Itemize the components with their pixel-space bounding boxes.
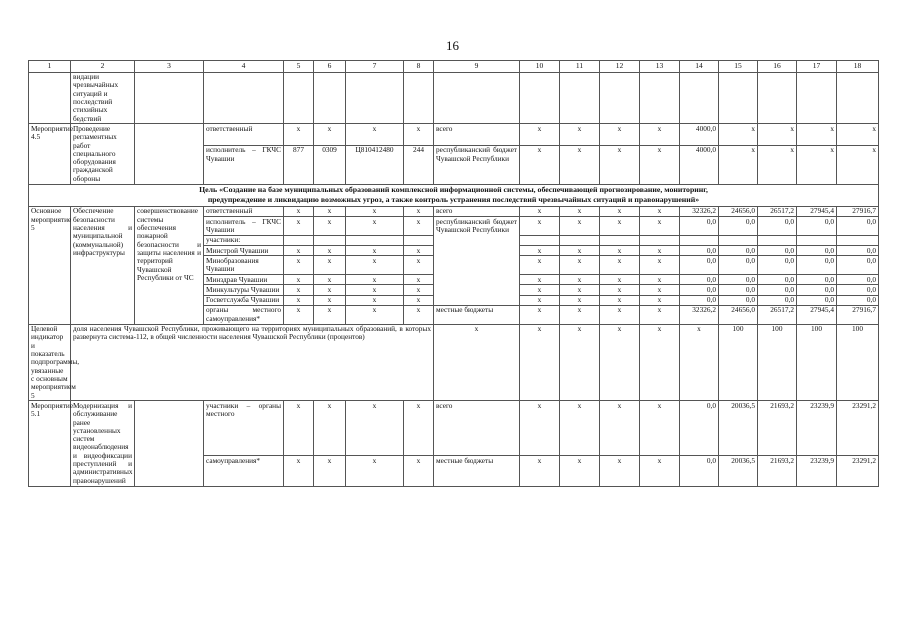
column-number-16: 16 [758, 61, 797, 73]
executor-cell: исполнитель – ГКЧС Чувашии [204, 145, 284, 184]
column-number-10: 10 [520, 61, 560, 73]
value-cell: x [520, 285, 560, 295]
source-cell: всего [434, 124, 520, 145]
measure-label: Мероприятие 5.1 [29, 401, 71, 486]
code-cell: x [284, 305, 314, 324]
program-table [28, 60, 879, 487]
main-measure-purpose: совершенствование системы обеспечения пожарной безопасности и защиты населения и территорий Чувашской Республики от ЧС [135, 206, 204, 324]
value-cell: x [758, 124, 797, 145]
empty-cell [204, 72, 284, 124]
value-cell: 4000,0 [680, 124, 719, 145]
measure-purpose [135, 401, 204, 486]
value-cell: 26517,2 [758, 206, 797, 216]
code-cell: x [404, 246, 434, 256]
column-number-6: 6 [314, 61, 346, 73]
goal-line-2: предупреждение и ликвидацию возможных угроз, а также контроль устранения последствий чрезвычайных ситуаций и правонарушений» [207, 195, 700, 205]
measure-name: Модернизация и обслуживание ранее установленных систем видеонаблюдения и видеофиксации преступлений и административных правонарушений [71, 401, 135, 486]
value-cell [758, 235, 797, 245]
value-cell: 0,0 [837, 217, 879, 236]
code-cell: x [314, 256, 346, 275]
value-cell: x [640, 401, 680, 456]
indicator-value: 100 [837, 324, 879, 401]
value-cell: 0,0 [680, 217, 719, 236]
column-number-13: 13 [640, 61, 680, 73]
code-cell: x [404, 275, 434, 285]
executor-cell: исполнитель – ГКЧС Чувашии [204, 217, 284, 236]
code-cell: 0309 [314, 145, 346, 184]
value-cell: x [640, 305, 680, 324]
value-cell: 0,0 [680, 256, 719, 275]
executor-cell: Минздрав Чувашии [204, 275, 284, 285]
value-cell: 0,0 [719, 275, 758, 285]
value-cell [600, 235, 640, 245]
value-cell: x [837, 145, 879, 184]
value-cell: x [600, 285, 640, 295]
value-cell: x [520, 217, 560, 236]
value-cell: 0,0 [837, 295, 879, 305]
value-cell: 0,0 [797, 256, 837, 275]
code-cell [314, 235, 346, 245]
value-cell: 0,0 [719, 246, 758, 256]
executor-cell: Минобразования Чувашии [204, 256, 284, 275]
empty-cell [719, 72, 758, 124]
value-cell [640, 235, 680, 245]
code-cell: x [284, 206, 314, 216]
value-cell: x [560, 401, 600, 456]
value-cell: 0,0 [680, 401, 719, 456]
table-row [29, 61, 879, 73]
source-cell: всего [434, 206, 520, 216]
column-number-9: 9 [434, 61, 520, 73]
value-cell: x [640, 246, 680, 256]
value-cell: x [640, 295, 680, 305]
code-cell: x [346, 124, 404, 145]
empty-cell [680, 72, 719, 124]
value-cell: x [640, 275, 680, 285]
value-cell: x [560, 295, 600, 305]
code-cell: x [314, 305, 346, 324]
goal-heading [29, 184, 879, 206]
value-cell: 27916,7 [837, 305, 879, 324]
code-cell: 877 [284, 145, 314, 184]
value-cell: x [560, 275, 600, 285]
indicator-value: x [600, 324, 640, 401]
empty-cell [837, 72, 879, 124]
value-cell: x [600, 217, 640, 236]
executor-cell: ответственный [204, 124, 284, 145]
column-number-5: 5 [284, 61, 314, 73]
value-cell: 0,0 [719, 217, 758, 236]
value-cell: 4000,0 [680, 145, 719, 184]
value-cell: x [560, 246, 600, 256]
value-cell: 0,0 [837, 285, 879, 295]
value-cell: x [758, 145, 797, 184]
value-cell: x [560, 256, 600, 275]
code-cell: x [346, 401, 404, 456]
column-number-11: 11 [560, 61, 600, 73]
value-cell: x [640, 285, 680, 295]
column-number-14: 14 [680, 61, 719, 73]
code-cell: x [314, 246, 346, 256]
source-cell: всего [434, 401, 520, 456]
code-cell: x [346, 285, 404, 295]
value-cell: x [520, 206, 560, 216]
code-cell: x [284, 217, 314, 236]
value-cell [837, 235, 879, 245]
indicator-value: x [680, 324, 719, 401]
main-measure-name: Обеспечение безопасности населения и муниципальной (коммунальной) инфраструктуры [71, 206, 135, 324]
code-cell: x [346, 246, 404, 256]
indicator-value: x [560, 324, 600, 401]
value-cell: x [560, 145, 600, 184]
value-cell: x [600, 124, 640, 145]
value-cell: x [520, 275, 560, 285]
executor-cell: ответственный [204, 206, 284, 216]
value-cell: 0,0 [797, 217, 837, 236]
value-cell: x [640, 256, 680, 275]
value-cell: x [600, 256, 640, 275]
code-cell: x [404, 401, 434, 456]
value-cell: x [600, 305, 640, 324]
value-cell: x [837, 124, 879, 145]
empty-cell [434, 72, 520, 124]
source-cell: республиканский бюджет Чувашской Республики [434, 145, 520, 184]
value-cell: 0,0 [758, 275, 797, 285]
code-cell: x [314, 401, 346, 456]
indicator-value: x [640, 324, 680, 401]
executor-cell: Госветслужба Чувашии [204, 295, 284, 305]
code-cell: x [314, 217, 346, 236]
value-cell: x [640, 456, 680, 486]
code-cell: x [284, 246, 314, 256]
value-cell: x [600, 145, 640, 184]
value-cell: x [640, 124, 680, 145]
column-number-2: 2 [71, 61, 135, 73]
code-cell: x [404, 295, 434, 305]
empty-cell [758, 72, 797, 124]
empty-cell [29, 72, 71, 124]
empty-cell [314, 72, 346, 124]
code-cell: x [284, 401, 314, 456]
value-cell: 0,0 [758, 295, 797, 305]
value-cell: 0,0 [837, 275, 879, 285]
value-cell: 20036,5 [719, 401, 758, 456]
code-cell: x [346, 217, 404, 236]
code-cell: Ц810412480 [346, 145, 404, 184]
value-cell: 0,0 [680, 285, 719, 295]
code-cell: x [404, 217, 434, 236]
value-cell: 0,0 [837, 256, 879, 275]
value-cell: x [640, 206, 680, 216]
executor-cell: Минстрой Чувашии [204, 246, 284, 256]
value-cell: 0,0 [719, 256, 758, 275]
code-cell: x [346, 305, 404, 324]
column-number-15: 15 [719, 61, 758, 73]
empty-cell [135, 72, 204, 124]
indicator-value: x [520, 324, 560, 401]
value-cell: 24656,0 [719, 206, 758, 216]
empty-cell [600, 72, 640, 124]
value-cell: x [560, 456, 600, 486]
value-cell: 27916,7 [837, 206, 879, 216]
value-cell: 24656,0 [719, 305, 758, 324]
code-cell: x [314, 206, 346, 216]
value-cell: x [520, 456, 560, 486]
indicator-value: 100 [797, 324, 837, 401]
empty-cell [404, 72, 434, 124]
value-cell: 27945,4 [797, 206, 837, 216]
code-cell: x [284, 456, 314, 486]
code-cell: x [314, 275, 346, 285]
source-cell: местные бюджеты [434, 456, 520, 486]
code-cell: x [284, 256, 314, 275]
value-cell: 0,0 [758, 246, 797, 256]
table-row [29, 184, 879, 206]
value-cell: x [797, 124, 837, 145]
value-cell: 32326,2 [680, 206, 719, 216]
value-cell: x [600, 275, 640, 285]
source-cell: республиканский бюджет Чувашской Республики [434, 217, 520, 306]
empty-cell [284, 72, 314, 124]
value-cell: x [560, 285, 600, 295]
value-cell: 0,0 [758, 285, 797, 295]
indicator-cell: x [434, 324, 520, 401]
value-cell: x [520, 295, 560, 305]
code-cell: x [404, 285, 434, 295]
executor-cell: участники – органы местного [204, 401, 284, 456]
value-cell: x [640, 217, 680, 236]
empty-cell [520, 72, 560, 124]
column-number-17: 17 [797, 61, 837, 73]
code-cell [284, 235, 314, 245]
indicator-label: Целевой индикатор и показатель подпрограммы, увязанные с основным мероприятием 5 [29, 324, 71, 401]
column-number-7: 7 [346, 61, 404, 73]
code-cell: x [314, 285, 346, 295]
code-cell: x [314, 124, 346, 145]
code-cell: x [314, 295, 346, 305]
indicator-value: 100 [758, 324, 797, 401]
main-measure-label: Основное мероприятие 5 [29, 206, 71, 324]
value-cell: 0,0 [719, 295, 758, 305]
code-cell [346, 235, 404, 245]
value-cell: x [560, 124, 600, 145]
value-cell [680, 235, 719, 245]
column-number-3: 3 [135, 61, 204, 73]
value-cell: x [520, 256, 560, 275]
value-cell: 0,0 [758, 217, 797, 236]
value-cell: 27945,4 [797, 305, 837, 324]
executor-cell: участники: [204, 235, 284, 245]
empty-cell [346, 72, 404, 124]
value-cell: 0,0 [837, 246, 879, 256]
value-cell: x [719, 124, 758, 145]
table-body [29, 61, 879, 487]
value-cell: 23239,9 [797, 401, 837, 456]
value-cell: 23239,9 [797, 456, 837, 486]
indicator-text: доля населения Чувашской Республики, проживающего на территориях муниципальных образований, в которых развернута система-112, в общей численности населения Чувашской Республики (процентов) [71, 324, 434, 401]
column-number-4: 4 [204, 61, 284, 73]
table-row [29, 401, 879, 456]
value-cell: x [560, 305, 600, 324]
value-cell: x [520, 124, 560, 145]
value-cell: x [520, 246, 560, 256]
measure-name-cont: видации чрезвычайных ситуаций и последствий стихийных бедствий [71, 72, 135, 124]
code-cell: x [314, 456, 346, 486]
value-cell: 23291,2 [837, 456, 879, 486]
code-cell: x [404, 456, 434, 486]
measure-purpose [135, 124, 204, 184]
code-cell: 244 [404, 145, 434, 184]
value-cell: x [520, 305, 560, 324]
code-cell: x [404, 305, 434, 324]
source-cell: местные бюджеты [434, 305, 520, 324]
value-cell: 0,0 [680, 295, 719, 305]
value-cell: x [520, 145, 560, 184]
code-cell: x [346, 256, 404, 275]
value-cell [719, 235, 758, 245]
table-row [29, 324, 879, 401]
value-cell: 0,0 [680, 275, 719, 285]
column-number-18: 18 [837, 61, 879, 73]
value-cell [797, 235, 837, 245]
value-cell: 0,0 [680, 456, 719, 486]
value-cell [560, 235, 600, 245]
code-cell: x [346, 456, 404, 486]
table-row [29, 124, 879, 145]
value-cell: x [600, 206, 640, 216]
value-cell: 26517,2 [758, 305, 797, 324]
value-cell: 21693,2 [758, 401, 797, 456]
code-cell: x [284, 295, 314, 305]
value-cell: 0,0 [797, 295, 837, 305]
table-row [29, 206, 879, 216]
goal-line-1: Цель «Создание на базе муниципальных образований комплексной информационной системы, обеспечивающей прогнозирование, мониторинг, [199, 185, 708, 195]
code-cell: x [346, 295, 404, 305]
value-cell: 0,0 [758, 256, 797, 275]
value-cell: x [560, 206, 600, 216]
value-cell: x [797, 145, 837, 184]
measure-name: Проведение регламентных работ специального оборудования гражданской обороны [71, 124, 135, 184]
value-cell: 0,0 [797, 275, 837, 285]
code-cell: x [404, 256, 434, 275]
empty-cell [640, 72, 680, 124]
value-cell: 0,0 [680, 246, 719, 256]
code-cell: x [284, 285, 314, 295]
value-cell: x [600, 401, 640, 456]
value-cell: x [520, 401, 560, 456]
empty-cell [797, 72, 837, 124]
code-cell: x [346, 206, 404, 216]
page-number: 16 [446, 38, 459, 53]
value-cell: x [640, 145, 680, 184]
executor-cell: органы местного самоуправления* [204, 305, 284, 324]
code-cell: x [346, 275, 404, 285]
code-cell [404, 235, 434, 245]
indicator-value: 100 [719, 324, 758, 401]
code-cell: x [404, 124, 434, 145]
value-cell: 21693,2 [758, 456, 797, 486]
value-cell: x [560, 217, 600, 236]
empty-cell [560, 72, 600, 124]
measure-label: Мероприятие 4.5 [29, 124, 71, 184]
table-row [29, 72, 879, 124]
value-cell: 23291,2 [837, 401, 879, 456]
value-cell [520, 235, 560, 245]
code-cell: x [404, 206, 434, 216]
value-cell: 0,0 [719, 285, 758, 295]
value-cell: x [600, 246, 640, 256]
column-number-8: 8 [404, 61, 434, 73]
code-cell: x [284, 124, 314, 145]
value-cell: 0,0 [797, 285, 837, 295]
value-cell: x [600, 295, 640, 305]
executor-cell: самоуправления* [204, 456, 284, 486]
code-cell: x [284, 275, 314, 285]
value-cell: 0,0 [797, 246, 837, 256]
value-cell: x [600, 456, 640, 486]
executor-cell: Минкультуры Чувашии [204, 285, 284, 295]
value-cell: x [719, 145, 758, 184]
column-number-12: 12 [600, 61, 640, 73]
value-cell: 20036,5 [719, 456, 758, 486]
column-number-1: 1 [29, 61, 71, 73]
value-cell: 32326,2 [680, 305, 719, 324]
